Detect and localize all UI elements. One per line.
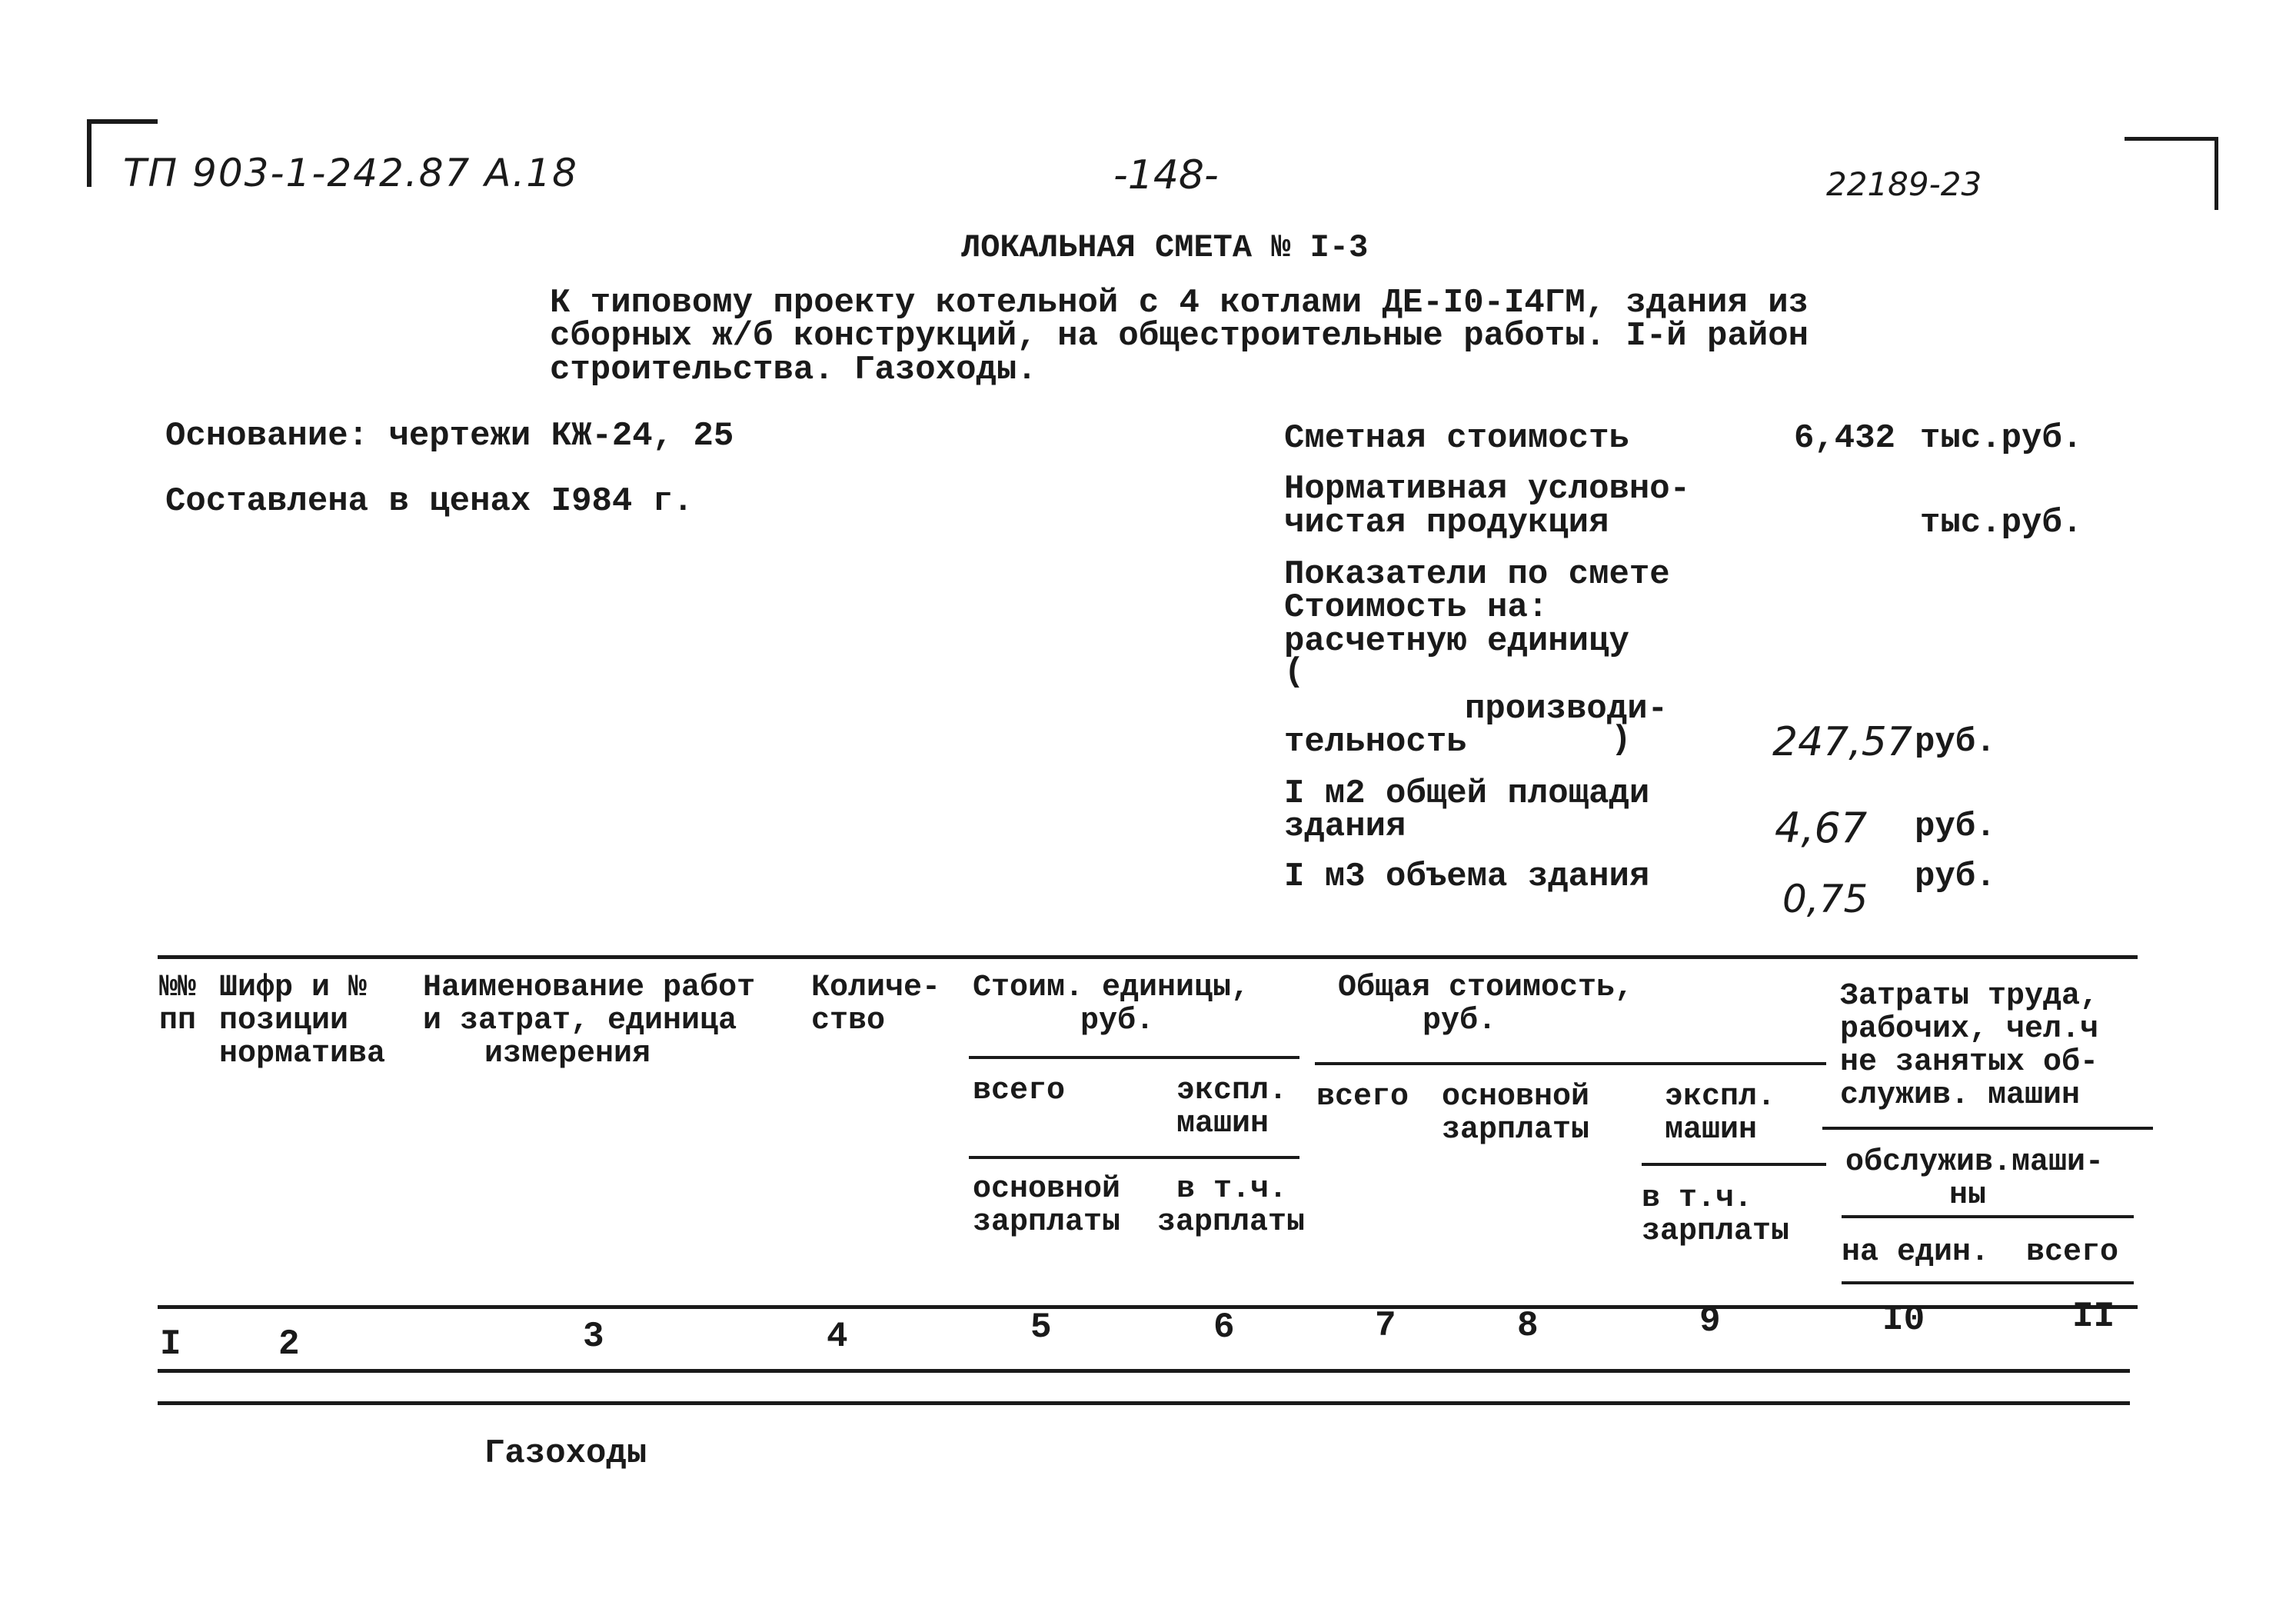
header-total-machines-line2: машин bbox=[1665, 1113, 1758, 1147]
volume-label: I м3 объема здания bbox=[1284, 858, 1650, 896]
page-number: -148- bbox=[1113, 152, 1219, 198]
header-unit-incl-wages-line2: зарплаты bbox=[1157, 1205, 1306, 1240]
header-col2-line2: позиции bbox=[219, 1004, 349, 1038]
unit-cost-rule-2 bbox=[969, 1156, 1299, 1159]
column-number: 3 bbox=[583, 1317, 604, 1357]
header-col1-line1: №№ bbox=[159, 971, 197, 1005]
corner-bracket-top-right bbox=[2125, 137, 2218, 141]
header-labor-service-line1: обслужив.маши- bbox=[1845, 1145, 2105, 1180]
area-unit: руб. bbox=[1915, 808, 1996, 846]
header-total-cost-line2: руб. bbox=[1423, 1004, 1497, 1038]
header-col1-line2: пп bbox=[159, 1004, 197, 1038]
header-col3-line2: и затрат, единица bbox=[423, 1004, 737, 1038]
header-unit-cost-line2: руб. bbox=[1080, 1004, 1155, 1038]
calc-unit-productivity-2: тельность bbox=[1284, 723, 1467, 761]
table-top-rule bbox=[158, 955, 2138, 959]
calc-unit-paren-open: ( bbox=[1284, 653, 1305, 691]
column-number: 8 bbox=[1517, 1306, 1539, 1346]
table-body-rule bbox=[158, 1401, 2130, 1405]
header-unit-machines-line1: экспл. bbox=[1176, 1074, 1288, 1108]
subtitle-line-3: строительства. Газоходы. bbox=[550, 351, 1037, 389]
estimated-cost-value: 6,432 bbox=[1794, 419, 1896, 458]
header-labor-line2: рабочих, чел.ч bbox=[1840, 1012, 2099, 1047]
indicators-label: Показатели по смете bbox=[1284, 555, 1670, 594]
sheet-id: 22189-23 bbox=[1826, 165, 1982, 203]
column-number: 5 bbox=[1030, 1307, 1052, 1347]
calc-unit-unit: руб. bbox=[1915, 723, 1996, 761]
header-total-machines-line1: экспл. bbox=[1665, 1080, 1776, 1114]
column-numbers-top-rule bbox=[158, 1305, 2138, 1309]
volume-value: 0,75 bbox=[1782, 877, 1868, 921]
header-col3-line3: измерения bbox=[484, 1037, 651, 1071]
column-number: II bbox=[2072, 1297, 2115, 1337]
column-number: 9 bbox=[1699, 1301, 1721, 1341]
header-col2-line3: норматива bbox=[219, 1037, 386, 1071]
header-total-wages-line1: основной bbox=[1442, 1080, 1590, 1114]
header-unit-machines-line2: машин bbox=[1176, 1107, 1269, 1141]
labor-rule-2 bbox=[1842, 1215, 2134, 1218]
volume-unit: руб. bbox=[1915, 858, 1996, 896]
header-labor-service-line2: ны bbox=[1949, 1178, 1987, 1213]
header-col2-line1: Шифр и № bbox=[219, 971, 368, 1005]
cost-per-label: Стоимость на: bbox=[1284, 588, 1549, 627]
header-col3-line1: Наименование работ bbox=[423, 971, 756, 1005]
subtitle-line-2: сборных ж/б конструкций, на общестроительные работы. I-й район bbox=[550, 317, 1809, 355]
area-value: 4,67 bbox=[1775, 804, 1868, 852]
column-number: 2 bbox=[278, 1324, 300, 1364]
estimated-cost-unit: тыс.руб. bbox=[1920, 419, 2083, 458]
total-cost-rule-2 bbox=[1642, 1163, 1826, 1166]
header-col4-line2: ство bbox=[811, 1004, 886, 1038]
corner-bracket-top-right-vertical bbox=[2214, 137, 2218, 210]
column-number: 4 bbox=[827, 1317, 848, 1357]
unit-cost-rule-1 bbox=[969, 1056, 1299, 1059]
total-cost-rule-1 bbox=[1315, 1062, 1826, 1065]
normative-unit: тыс.руб. bbox=[1920, 504, 2083, 542]
header-unit-wages-line1: основной bbox=[973, 1172, 1121, 1207]
corner-bracket-top-left-vertical bbox=[87, 119, 92, 187]
estimated-cost-label: Сметная стоимость bbox=[1284, 419, 1629, 458]
header-total-wages-line2: зарплаты bbox=[1442, 1113, 1590, 1147]
normative-label-1: Нормативная условно- bbox=[1284, 470, 1691, 508]
column-numbers-bottom-rule bbox=[158, 1369, 2130, 1373]
column-number: 7 bbox=[1375, 1306, 1396, 1346]
labor-rule-3 bbox=[1842, 1281, 2134, 1284]
column-number: I bbox=[160, 1324, 181, 1364]
document-title: ЛОКАЛЬНАЯ СМЕТА № I-3 bbox=[961, 229, 1369, 266]
area-label-2: здания bbox=[1284, 808, 1406, 846]
header-unit-wages-line2: зарплаты bbox=[973, 1205, 1121, 1240]
header-total-cost-line1: Общая стоимость, bbox=[1338, 971, 1634, 1005]
header-labor-line3: не занятых об- bbox=[1840, 1045, 2099, 1080]
header-total-incl-wages-line1: в т.ч. bbox=[1642, 1181, 1753, 1216]
header-unit-cost-line1: Стоим. единицы, bbox=[973, 971, 1250, 1005]
basis-text: Основание: чертежи КЖ-24, 25 bbox=[165, 417, 734, 455]
header-unit-incl-wages-line1: в т.ч. bbox=[1176, 1172, 1288, 1207]
header-labor-line1: Затраты труда, bbox=[1840, 979, 2099, 1014]
header-labor-per-unit: на един. bbox=[1842, 1235, 1990, 1270]
prices-text: Составлена в ценах I984 г. bbox=[165, 482, 694, 521]
calc-unit-value: 247,57 bbox=[1772, 719, 1912, 765]
normative-label-2: чистая продукция bbox=[1284, 504, 1609, 542]
header-col4-line1: Количе- bbox=[811, 971, 941, 1005]
area-label-1: I м2 общей площади bbox=[1284, 774, 1650, 813]
column-number: I0 bbox=[1882, 1300, 1925, 1340]
labor-rule-1 bbox=[1822, 1127, 2153, 1130]
subtitle-line-1: К типовому проекту котельной с 4 котлами ДЕ-I0-I4ГМ, здания из bbox=[550, 284, 1809, 322]
corner-bracket-top-left bbox=[87, 119, 158, 124]
header-total-total: всего bbox=[1316, 1080, 1409, 1114]
section-title: Газоходы bbox=[484, 1434, 647, 1473]
calc-unit-productivity-1: производи- bbox=[1465, 690, 1669, 728]
column-number: 6 bbox=[1213, 1307, 1235, 1347]
document-code: ТП 903-1-242.87 А.18 bbox=[123, 151, 578, 195]
header-labor-line4: служив. машин bbox=[1840, 1078, 2081, 1113]
calc-unit-paren-close: ) bbox=[1611, 721, 1632, 759]
header-labor-all: всего bbox=[2026, 1235, 2119, 1270]
calc-unit-label: расчетную единицу bbox=[1284, 622, 1629, 661]
header-total-incl-wages-line2: зарплаты bbox=[1642, 1214, 1790, 1249]
header-unit-total: всего bbox=[973, 1074, 1066, 1108]
